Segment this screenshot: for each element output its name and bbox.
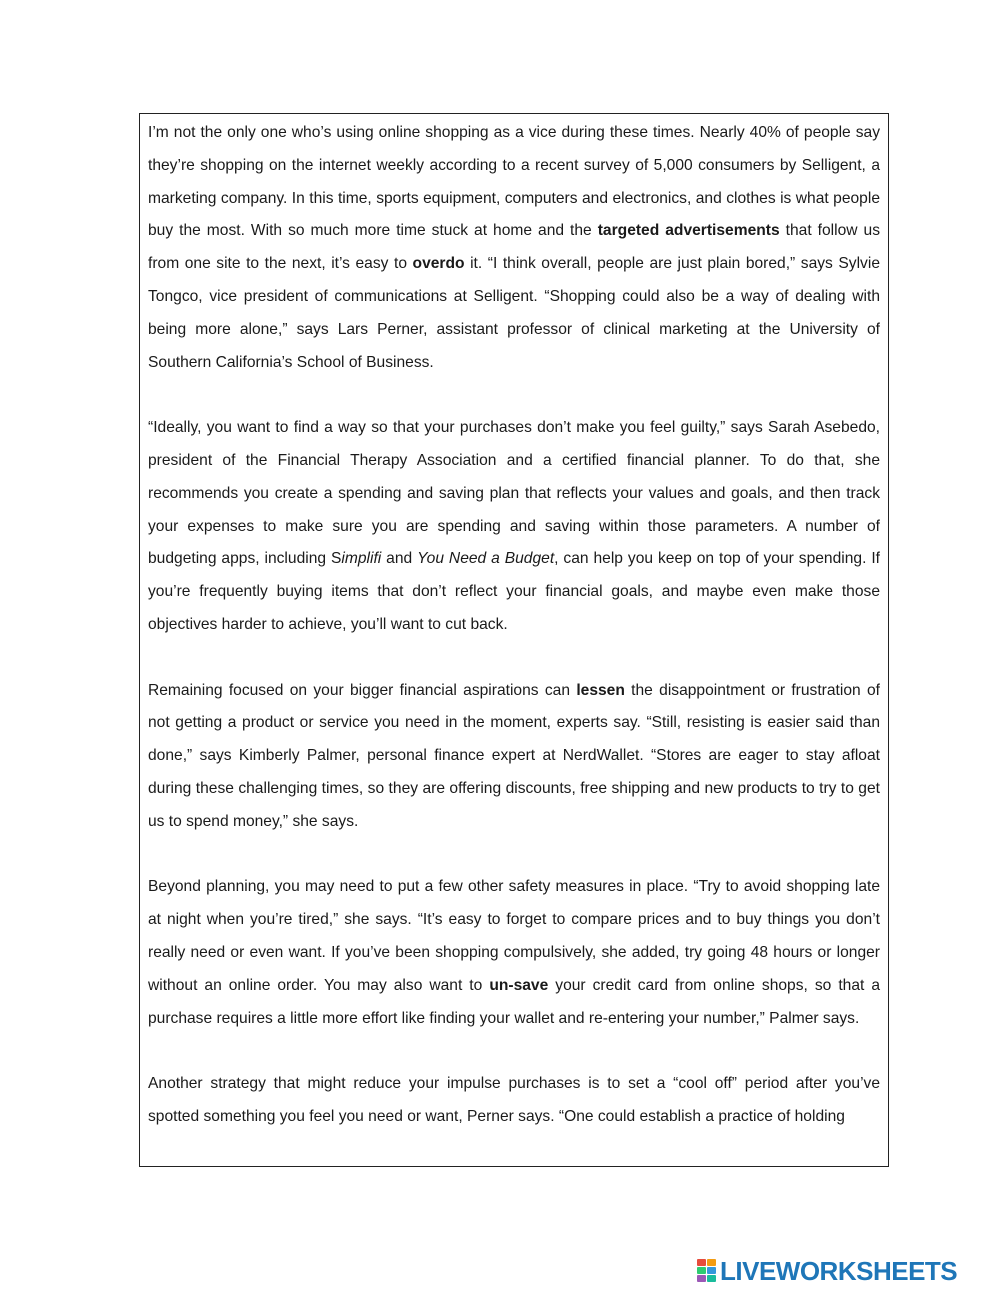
text-segment: your credit card from online shops, so that a purchase requires a little more effort like finding your wallet and re-entering your number,” Palmer says. bbox=[148, 976, 880, 1027]
liveworksheets-logo-text: LIVEWORKSHEETS bbox=[720, 1255, 958, 1286]
bold-term-un-save: un-save bbox=[489, 976, 549, 994]
paragraph-3 bbox=[148, 675, 880, 839]
liveworksheets-logo[interactable] bbox=[697, 1256, 957, 1286]
article-body bbox=[148, 117, 880, 1134]
text-segment: that follow us from one site to the next, it’s easy to bbox=[148, 222, 880, 273]
paragraph-2 bbox=[148, 412, 880, 642]
text-segment: “Ideally, you want to find a way so that your purchases don’t make you feel guilty,” says Sarah Asebedo, president of the Financial Therapy Association and a certified financial planner. To do that, she recommends you create a spending and saving plan that reflects your values and goals, and then track your expenses to make sure you are spending and saving within those parameters. A number of budgeting apps, including S bbox=[148, 419, 880, 568]
article-text-box bbox=[139, 113, 889, 1167]
logo-block bbox=[707, 1275, 716, 1282]
text-segment: , can help you keep on top of your spending. If you’re frequently buying items that don’t reflect your financial goals, and maybe even make those objectives harder to achieve, you’ll want to cut back. bbox=[148, 550, 880, 633]
bold-term-lessen: lessen bbox=[576, 681, 625, 699]
liveworksheets-logo-icon bbox=[697, 1259, 717, 1283]
logo-block bbox=[697, 1275, 706, 1282]
bold-term-targeted-advertisements: targeted advertisements bbox=[597, 222, 780, 240]
text-segment: the disappointment or frustration of not getting a product or service you need in the moment, experts say. “Still, resisting is easier said than done,” says Kimberly Palmer, personal finance expert at NerdWallet. “Stores are eager to stay afloat during these challenging times, so they are offering discounts, free shipping and new products to try to get us to spend money,” she says. bbox=[148, 681, 880, 830]
logo-block bbox=[707, 1267, 716, 1274]
italic-app-name-simplifi: implifi bbox=[341, 550, 382, 568]
logo-block bbox=[697, 1259, 706, 1266]
bold-term-overdo: overdo bbox=[412, 255, 465, 273]
text-segment: Beyond planning, you may need to put a few other safety measures in place. “Try to avoid shopping late at night when you’re tired,” she says. “It’s easy to forget to compare prices and to buy things you don’t really need or even want. If you’ve been shopping compulsively, she added, try going 48 hours or longer without an online order. You may also want to bbox=[148, 878, 880, 994]
text-segment: I’m not the only one who’s using online shopping as a vice during these times. Nearly 40% of people say they’re shopping on the internet weekly according to a recent survey of 5,000 consumers by Selligent, a marketing company. In this time, sports equipment, computers and electronics, and clothes is what people buy the most. With so much more time stuck at home and the bbox=[148, 124, 880, 240]
text-segment: Remaining focused on your bigger financial aspirations can bbox=[148, 681, 577, 699]
paragraph-4 bbox=[148, 871, 880, 1035]
paragraph-1 bbox=[148, 117, 880, 379]
logo-block bbox=[707, 1259, 716, 1266]
italic-app-name-ynab: You Need a Budget bbox=[417, 550, 555, 568]
text-segment: it. “I think overall, people are just plain bored,” says Sylvie Tongco, vice president of communications at Selligent. “Shopping could also be a way of dealing with being more alone,” says Lars Perner, assistant professor of clinical marketing at the University of Southern California’s School of Business. bbox=[148, 255, 880, 371]
logo-block bbox=[697, 1267, 706, 1274]
paragraph-5 bbox=[148, 1068, 880, 1134]
text-segment: and bbox=[381, 550, 418, 568]
text-segment: Another strategy that might reduce your impulse purchases is to set a “cool off” period after you’ve spotted something you feel you need or want, Perner says. “One could establish a practice of holding bbox=[148, 1075, 880, 1125]
